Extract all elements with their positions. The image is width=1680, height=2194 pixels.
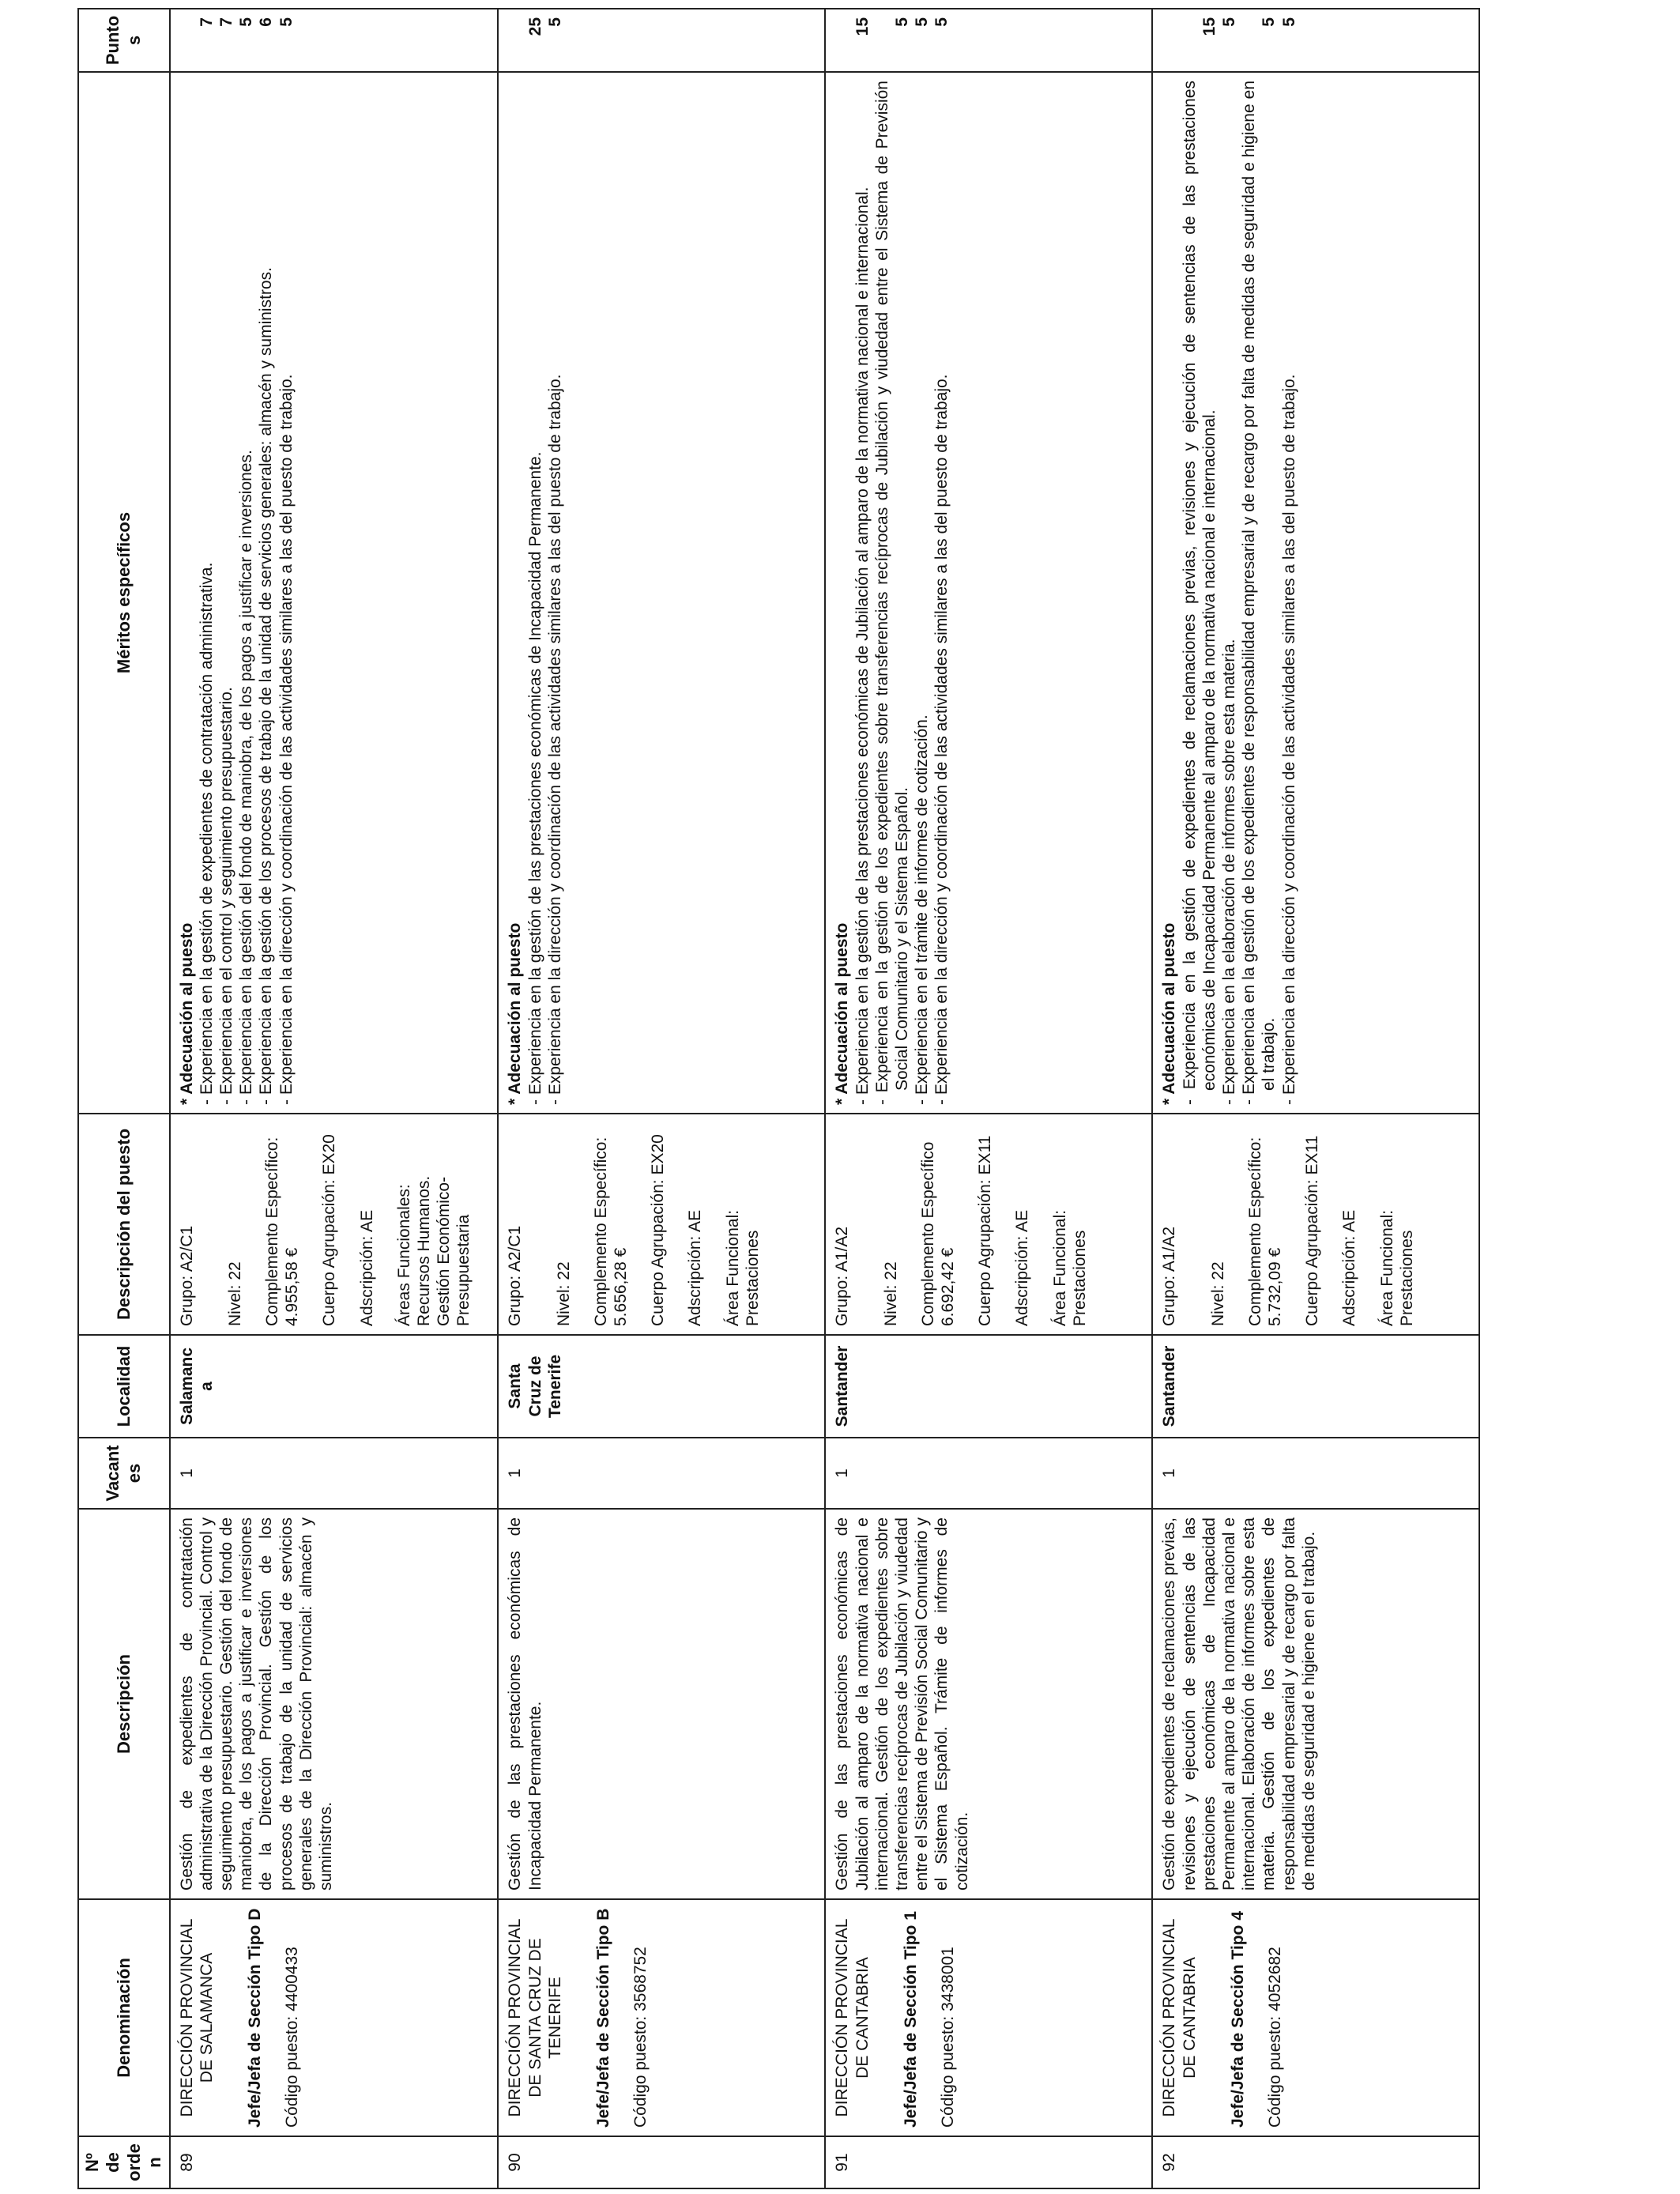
position-title: Jefe/Jefa de Sección Tipo B [594, 1908, 612, 2128]
cuerpo-agrupacion: Cuerpo Agrupación: EX20 [320, 1134, 339, 1326]
meritos-heading: * Adecuación al puesto [1160, 922, 1179, 1105]
complemento-especifico: Complemento Específico 6.692,42 € [918, 1141, 957, 1326]
grupo: Grupo: A2/C1 [177, 1225, 196, 1326]
merito-item: - Experiencia en la gestión del fondo de maniobra, de los pagos a justificar e inversiones. [236, 81, 256, 1105]
merito-item: - Experiencia en la gestión de las prestaciones económicas de Incapacidad Permanente. [525, 81, 545, 1105]
puntos-value: 5 [932, 17, 951, 27]
adscripcion: Adscripción: AE [1013, 1209, 1032, 1326]
row-descripcion: Gestión de expedientes de contratación administrativa de la Dirección Provincial. Control y seguimiento presupuestario. Gestión del fondo de maniobra, de los pagos a justificar e inversiones de la Dirección Provincial. Gestión de los procesos de trabajo de la unidad de servicios generales de la Dirección Provincial: almacén y suministros. [170, 1509, 499, 1899]
merito-item: - Experiencia en la gestión de los procesos de trabajo de la unidad de servicios generales: almacén y suministros. [256, 81, 276, 1105]
row-descripcion-puesto [170, 1114, 499, 1335]
adscripcion: Adscripción: AE [1340, 1209, 1359, 1326]
puntos-value: 7 [217, 17, 235, 27]
header-descripcion-puesto: Descripción del puesto [78, 1114, 170, 1335]
header-denominacion: Denominación [78, 1899, 170, 2136]
row-descripcion-puesto [1152, 1114, 1479, 1335]
position-code: Código puesto: 4052682 [1266, 1947, 1284, 2128]
row-localidad: Santander [825, 1335, 1152, 1438]
row-vacantes: 1 [170, 1438, 499, 1509]
meritos-heading: * Adecuación al puesto [833, 922, 852, 1105]
row-localidad: Santa Cruz de Tenerife [498, 1335, 825, 1438]
unit-name: DIRECCIÓN PROVINCIAL DE SANTA CRUZ DE TENERIFE [506, 1918, 564, 2117]
grupo: Grupo: A1/A2 [1160, 1226, 1179, 1326]
row-denominacion [170, 1899, 499, 2136]
header-puntos: Puntos [78, 9, 170, 72]
row-vacantes: 1 [825, 1438, 1152, 1509]
area-funcional: Área Funcional: Prestaciones [723, 1209, 762, 1326]
merito-item: - Experiencia en la gestión de los expedientes de responsabilidad empresarial y de recargo por falta de medidas de seguridad e higiene en el trabajo. [1239, 81, 1279, 1105]
cuerpo-agrupacion: Cuerpo Agrupación: EX20 [649, 1134, 668, 1326]
puntos-value: 15 [853, 17, 872, 36]
merito-item: - Experiencia en la gestión de expedientes de reclamaciones previas, revisiones y ejecución de sentencias de las prestaciones económicas de Incapacidad Permanente al amparo de la normativa nacional e internacional. [1180, 81, 1219, 1105]
row-localidad: Salamanca [170, 1335, 499, 1438]
cuerpo-agrupacion: Cuerpo Agrupación: EX11 [976, 1135, 995, 1326]
puntos-value: 5 [277, 17, 296, 27]
position-code: Código puesto: 4400433 [283, 1947, 302, 2128]
nivel: Nivel: 22 [881, 1261, 900, 1326]
header-meritos: Méritos específicos [78, 72, 170, 1114]
header-vacantes: Vacantes [78, 1438, 170, 1509]
row-orden: 91 [825, 2136, 1152, 2188]
meritos-list [853, 81, 952, 1105]
position-title: Jefe/Jefa de Sección Tipo D [245, 1908, 264, 2128]
merito-item: - Experiencia en el trámite de informes de cotización. [912, 81, 932, 1105]
puntos-value: 7 [197, 17, 216, 27]
row-descripcion: Gestión de expedientes de reclamaciones previas, revisiones y ejecución de sentencias de las prestaciones económicas de Incapacidad Permanente al amparo de la normativa nacional e internacional. Elaboración de informes sobre esta materia. Gestión de los expedientes de responsabilidad empresarial y de recargo por falta de medidas de seguridad e higiene en el trabajo. [1152, 1509, 1479, 1899]
position-title: Jefe/Jefa de Sección Tipo 1 [901, 1911, 920, 2128]
puntos-value: 5 [893, 17, 911, 27]
row-descripcion: Gestión de las prestaciones económicas de Jubilación al amparo de la normativa nacional e internacional. Gestión de los expedientes sobre transferencias recíprocas de Jubilación y viudedad entre el Sistema de Previsión Social Comunitario y el Sistema Español. Trámite de informes de cotización. [825, 1509, 1152, 1899]
puntos-value: 15 [1200, 17, 1219, 36]
merito-item: - Experiencia en la gestión de las prestaciones económicas de Jubilación al amparo de la normativa nacional e internacional. [853, 81, 872, 1105]
merito-item: - Experiencia en la dirección y coordinación de las actividades similares a las del puesto de trabajo. [277, 81, 296, 1105]
adscripcion: Adscripción: AE [357, 1209, 376, 1326]
position-code: Código puesto: 3438001 [939, 1947, 957, 2128]
table-row [1152, 9, 1479, 2188]
row-descripcion-puesto [498, 1114, 825, 1335]
merito-item: - Experiencia en la dirección y coordinación de las actividades similares a las del puesto de trabajo. [545, 81, 565, 1105]
adscripcion: Adscripción: AE [686, 1209, 705, 1326]
merito-item: - Experiencia en la dirección y coordinación de las actividades similares a las del puesto de trabajo. [932, 81, 951, 1105]
merito-item: - Experiencia en el control y seguimiento presupuestario. [217, 81, 236, 1105]
row-denominacion [1152, 1899, 1479, 2136]
puntos-value: 5 [1220, 17, 1238, 27]
row-descripcion-puesto [825, 1114, 1152, 1335]
row-denominacion [825, 1899, 1152, 2136]
puntos-value: 5 [913, 17, 932, 27]
unit-name: DIRECCIÓN PROVINCIAL DE CANTABRIA [1160, 1918, 1199, 2117]
nivel: Nivel: 22 [554, 1261, 573, 1326]
puntos-value: 5 [545, 17, 564, 27]
puntos-value: 5 [1260, 17, 1279, 27]
position-code: Código puesto: 3568752 [631, 1947, 650, 2128]
row-meritos [498, 72, 825, 1114]
nivel: Nivel: 22 [225, 1261, 244, 1326]
meritos-heading: * Adecuación al puesto [506, 922, 525, 1105]
row-meritos [825, 72, 1152, 1114]
row-puntos [498, 9, 825, 72]
row-descripcion: Gestión de las prestaciones económicas de Incapacidad Permanente. [498, 1509, 825, 1899]
row-puntos [1152, 9, 1479, 72]
meritos-list [1180, 81, 1299, 1105]
header-localidad: Localidad [78, 1335, 170, 1438]
area-funcional: Áreas Funcionales: Recursos Humanos. Gestión Económico-Presupuestaria [394, 1175, 473, 1326]
complemento-especifico: Complemento Específico: 5.732,09 € [1245, 1137, 1284, 1326]
header-orden: Nº de orden [78, 2136, 170, 2188]
job-positions-table [77, 8, 1480, 2189]
puntos-value: 5 [1279, 17, 1298, 27]
puntos-value: 5 [237, 17, 256, 27]
meritos-list [525, 81, 565, 1105]
merito-item: - Experiencia en la dirección y coordinación de las actividades similares a las del puesto de trabajo. [1279, 81, 1299, 1105]
area-funcional: Área Funcional: Prestaciones [1377, 1209, 1416, 1326]
unit-name: DIRECCIÓN PROVINCIAL DE SALAMANCA [177, 1918, 216, 2117]
puntos-value: 25 [525, 17, 544, 36]
row-vacantes: 1 [1152, 1438, 1479, 1509]
row-vacantes: 1 [498, 1438, 825, 1509]
merito-item: - Experiencia en la gestión de los expedientes sobre transferencias recíprocas de Jubilación y viudedad entre el Sistema de Previsión Social Comunitario y el Sistema Español. [872, 81, 912, 1105]
row-orden: 89 [170, 2136, 499, 2188]
merito-item: - Experiencia en la gestión de expedientes de contratación administrativa. [197, 81, 217, 1105]
row-denominacion [498, 1899, 825, 2136]
row-orden: 90 [498, 2136, 825, 2188]
puntos-value: 6 [257, 17, 276, 27]
cuerpo-agrupacion: Cuerpo Agrupación: EX11 [1303, 1135, 1322, 1326]
row-puntos [170, 9, 499, 72]
meritos-heading: * Adecuación al puesto [177, 922, 196, 1105]
table-row [825, 9, 1152, 2188]
header-row [78, 9, 170, 2188]
row-meritos [1152, 72, 1479, 1114]
rotated-document-page [77, 9, 1456, 2189]
header-descripcion: Descripción [78, 1509, 170, 1899]
area-funcional: Área Funcional: Prestaciones [1050, 1209, 1089, 1326]
grupo: Grupo: A1/A2 [833, 1226, 852, 1326]
table-row [170, 9, 499, 2188]
position-title: Jefe/Jefa de Sección Tipo 4 [1228, 1911, 1247, 2128]
row-orden: 92 [1152, 2136, 1479, 2188]
complemento-especifico: Complemento Específico: 5.656,28 € [591, 1137, 630, 1326]
row-localidad: Santander [1152, 1335, 1479, 1438]
row-meritos [170, 72, 499, 1114]
merito-item: - Experiencia en la elaboración de informes sobre esta materia. [1219, 81, 1239, 1105]
complemento-especifico: Complemento Específico: 4.955,58 € [262, 1137, 302, 1326]
unit-name: DIRECCIÓN PROVINCIAL DE CANTABRIA [833, 1918, 872, 2117]
meritos-list [197, 81, 296, 1105]
row-puntos [825, 9, 1152, 72]
table-row [498, 9, 825, 2188]
nivel: Nivel: 22 [1208, 1261, 1227, 1326]
grupo: Grupo: A2/C1 [506, 1225, 525, 1326]
